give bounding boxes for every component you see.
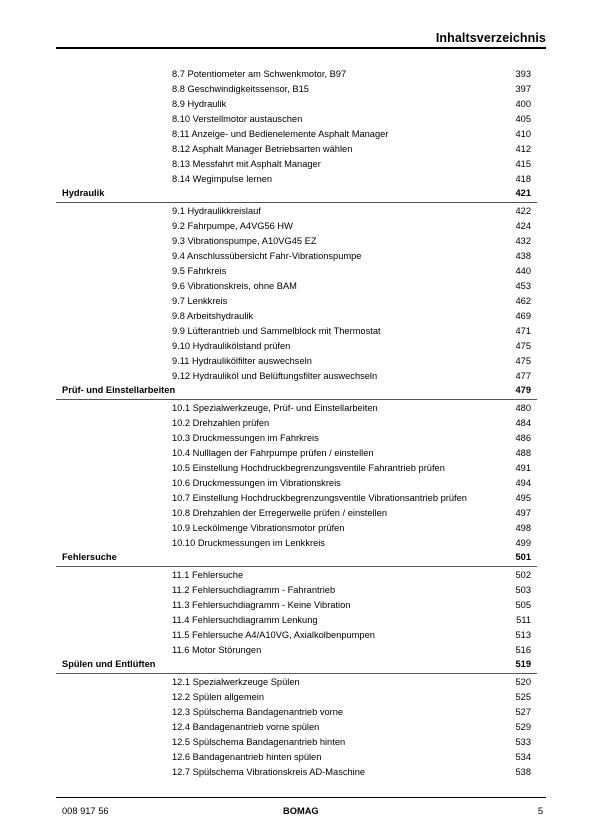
toc-entry-row[interactable] [0,272,593,291]
toc-entry-row[interactable] [0,728,593,747]
toc-entry-row[interactable] [0,469,593,488]
toc-entry-row[interactable] [0,227,593,246]
toc-chapter-row[interactable] [0,180,593,197]
toc-entry-row[interactable] [0,287,593,306]
brand-name: BOMAG [283,806,319,816]
toc-page-number: 533 [515,737,531,747]
toc-entry-row[interactable] [0,60,593,79]
toc-entry-title: 12.1 Spezialwerkzeuge Spülen [172,677,300,687]
toc-entry-title: 10.4 Nulllagen der Fahrpumpe prüfen / einstellen [172,448,374,458]
toc-page-number: 475 [515,356,531,366]
toc-page-number: 495 [515,493,531,503]
toc-entry-row[interactable] [0,606,593,625]
toc-entry-row[interactable] [0,150,593,169]
toc-entry-title: 9.1 Hydraulikkreislauf [172,206,261,216]
toc-chapter-row[interactable] [0,377,593,394]
toc-entry-title: 9.2 Fahrpumpe, A4VG56 HW [172,221,293,231]
toc-entry-title: 8.10 Verstellmotor austauschen [172,114,303,124]
toc-entry-title: 8.7 Potentiometer am Schwenkmotor, B97 [172,69,347,79]
toc-entry-title: 10.9 Leckölmenge Vibrationsmotor prüfen [172,523,345,533]
toc-page-number: 529 [515,722,531,732]
toc-entry-title: 9.12 Hydrauliköl und Belüftungsfilter auswechseln [172,371,378,381]
toc-entry-row[interactable] [0,758,593,777]
toc-entry-row[interactable] [0,362,593,381]
toc-entry-title: 9.11 Hydraulikölfilter auswechseln [172,356,312,366]
toc-entry-title: 8.13 Messfahrt mit Asphalt Manager [172,159,321,169]
toc-chapter-title: Hydraulik [62,188,105,198]
toc-entry-title: 10.8 Drehzahlen der Erregerwelle prüfen / einstellen [172,508,387,518]
toc-page-number: 469 [515,311,531,321]
toc-entry-row[interactable] [0,90,593,109]
toc-entry-title: 9.9 Lüfterantrieb und Sammelblock mit Thermostat [172,326,381,336]
toc-page-number: 503 [515,585,531,595]
toc-page-number: 527 [515,707,531,717]
toc-entry-row[interactable] [0,75,593,94]
toc-entry-row[interactable] [0,135,593,154]
toc-entry-title: 9.4 Anschlussübersicht Fahr-Vibrationspumpe [172,251,362,261]
toc-entry-row[interactable] [0,394,593,413]
toc-page-number: 499 [515,538,531,548]
toc-entry-title: 10.6 Druckmessungen im Vibrationskreis [172,478,341,488]
toc-page-number: 520 [515,677,531,687]
toc-page-number: 525 [515,692,531,702]
toc-entry-row[interactable] [0,636,593,655]
toc-entry-title: 9.8 Arbeitshydraulik [172,311,254,321]
toc-entry-title: 8.12 Asphalt Manager Betriebsarten wählen [172,144,353,154]
toc-chapter-title: Spülen und Entlüften [62,659,156,669]
toc-entry-row[interactable] [0,317,593,336]
toc-chapter-title: Fehlersuche [62,552,117,562]
toc-entry-row[interactable] [0,529,593,548]
toc-entry-row[interactable] [0,698,593,717]
toc-entry-row[interactable] [0,212,593,231]
toc-page-number: 502 [515,570,531,580]
toc-entry-title: 12.3 Spülschema Bandagenantrieb vorne [172,707,344,717]
toc-entry-title: 11.2 Fehlersuchdiagramm - Fahrantrieb [172,585,336,595]
toc-entry-title: 9.7 Lenkkreis [172,296,228,306]
toc-entry-title: 9.6 Vibrationskreis, ohne BAM [172,281,297,291]
toc-entry-title: 10.10 Druckmessungen im Lenkkreis [172,538,325,548]
toc-chapter-row[interactable] [0,651,593,668]
toc-page-number: 453 [515,281,531,291]
toc-page-number: 397 [515,84,531,94]
toc-entry-title: 10.5 Einstellung Hochdruckbegrenzungsventile Fahrantrieb prüfen [172,463,445,473]
toc-entry-row[interactable] [0,576,593,595]
toc-page-number: 498 [515,523,531,533]
toc-page-number: 475 [515,341,531,351]
toc-page-number: 415 [515,159,531,169]
toc-entry-row[interactable] [0,120,593,139]
toc-entry-title: 12.7 Spülschema Vibrationskreis AD-Maschine [172,767,366,777]
toc-entry-title: 12.4 Bandagenantrieb vorne spülen [172,722,320,732]
toc-chapter-title: Prüf- und Einstellarbeiten [62,385,176,395]
toc-entry-title: 12.2 Spülen allgemein [172,692,265,702]
toc-page-number: 422 [515,206,531,216]
toc-page-number: 519 [515,659,531,669]
toc-page-number: 424 [515,221,531,231]
toc-entry-row[interactable] [0,409,593,428]
toc-entry-row[interactable] [0,105,593,124]
toc-entry-row[interactable] [0,454,593,473]
toc-page-number: 405 [515,114,531,124]
toc-entry-row[interactable] [0,484,593,503]
toc-page-number: 400 [515,99,531,109]
toc-entry-row[interactable] [0,242,593,261]
toc-page-number: 513 [515,630,531,640]
toc-entry-title: 11.1 Fehlersuche [172,570,244,580]
toc-entry-row[interactable] [0,424,593,443]
toc-page-number: 497 [515,508,531,518]
toc-page-number: 494 [515,478,531,488]
toc-entry-title: 8.9 Hydraulik [172,99,227,109]
toc-entry-title: 10.3 Druckmessungen im Fahrkreis [172,433,319,443]
toc-page-number: 486 [515,433,531,443]
toc-entry-row[interactable] [0,257,593,276]
toc-page-number: 440 [515,266,531,276]
toc-entry-row[interactable] [0,165,593,184]
toc-page-number: 471 [515,326,531,336]
toc-page-number: 534 [515,752,531,762]
toc-page-number: 462 [515,296,531,306]
page-number: 5 [537,806,543,816]
toc-page-number: 491 [515,463,531,473]
toc-entry-row[interactable] [0,302,593,321]
toc-page-number: 480 [515,403,531,413]
toc-entry-title: 8.8 Geschwindigkeitssensor, B15 [172,84,309,94]
toc-page-number: 479 [515,385,531,395]
toc-page-number: 412 [515,144,531,154]
toc-page-number: 505 [515,600,531,610]
toc-page-number: 410 [515,129,531,139]
toc-page-number: 477 [515,371,531,381]
toc-entry-row[interactable] [0,591,593,610]
toc-entry-title: 11.6 Motor Störungen [172,645,262,655]
footer-divider [56,797,546,798]
toc-page-number: 418 [515,174,531,184]
toc-page-number: 511 [516,615,531,625]
toc-page-number: 484 [515,418,531,428]
page-title: Inhaltsverzeichnis [435,31,546,45]
toc-entry-title: 12.6 Bandagenantrieb hinten spülen [172,752,322,762]
toc-entry-title: 10.1 Spezialwerkzeuge, Prüf- und Einstellarbeiten [172,403,378,413]
toc-entry-row[interactable] [0,514,593,533]
toc-entry-title: 8.14 Wegimpulse lernen [172,174,273,184]
toc-page-number: 438 [515,251,531,261]
toc-page-number: 516 [515,645,531,655]
toc-page-number: 432 [515,236,531,246]
toc-entry-row[interactable] [0,499,593,518]
toc-entry-title: 9.5 Fahrkreis [172,266,227,276]
toc-entry-row[interactable] [0,439,593,458]
toc-entry-row[interactable] [0,713,593,732]
toc-page-number: 488 [515,448,531,458]
document-number: 008 917 56 [62,806,109,816]
toc-page-number: 501 [515,552,531,562]
toc-entry-title: 9.3 Vibrationspumpe, A10VG45 EZ [172,236,317,246]
toc-entry-title: 10.7 Einstellung Hochdruckbegrenzungsventile Vibrationsantrieb prüfen [172,493,467,503]
toc-entry-row[interactable] [0,683,593,702]
toc-page-number: 421 [515,188,531,198]
toc-entry-row[interactable] [0,621,593,640]
toc-entry-title: 9.10 Hydraulikölstand prüfen [172,341,291,351]
toc-entry-row[interactable] [0,332,593,351]
toc-entry-row[interactable] [0,668,593,687]
toc-entry-title: 11.4 Fehlersuchdiagramm Lenkung [172,615,318,625]
toc-entry-title: 10.2 Drehzahlen prüfen [172,418,270,428]
toc-page-number: 393 [515,69,531,79]
toc-entry-title: 11.3 Fehlersuchdiagramm - Keine Vibration [172,600,351,610]
toc-entry-row[interactable] [0,743,593,762]
header-divider [56,47,546,49]
toc-entry-row[interactable] [0,347,593,366]
toc-entry-title: 11.5 Fehlersuche A4/A10VG, Axialkolbenpumpen [172,630,375,640]
toc-entry-row[interactable] [0,197,593,216]
toc-entry-row[interactable] [0,561,593,580]
toc-page-number: 538 [515,767,531,777]
toc-chapter-row[interactable] [0,544,593,561]
toc-entry-title: 12.5 Spülschema Bandagenantrieb hinten [172,737,346,747]
toc-entry-title: 8.11 Anzeige- und Bedienelemente Asphalt Manager [172,129,389,139]
